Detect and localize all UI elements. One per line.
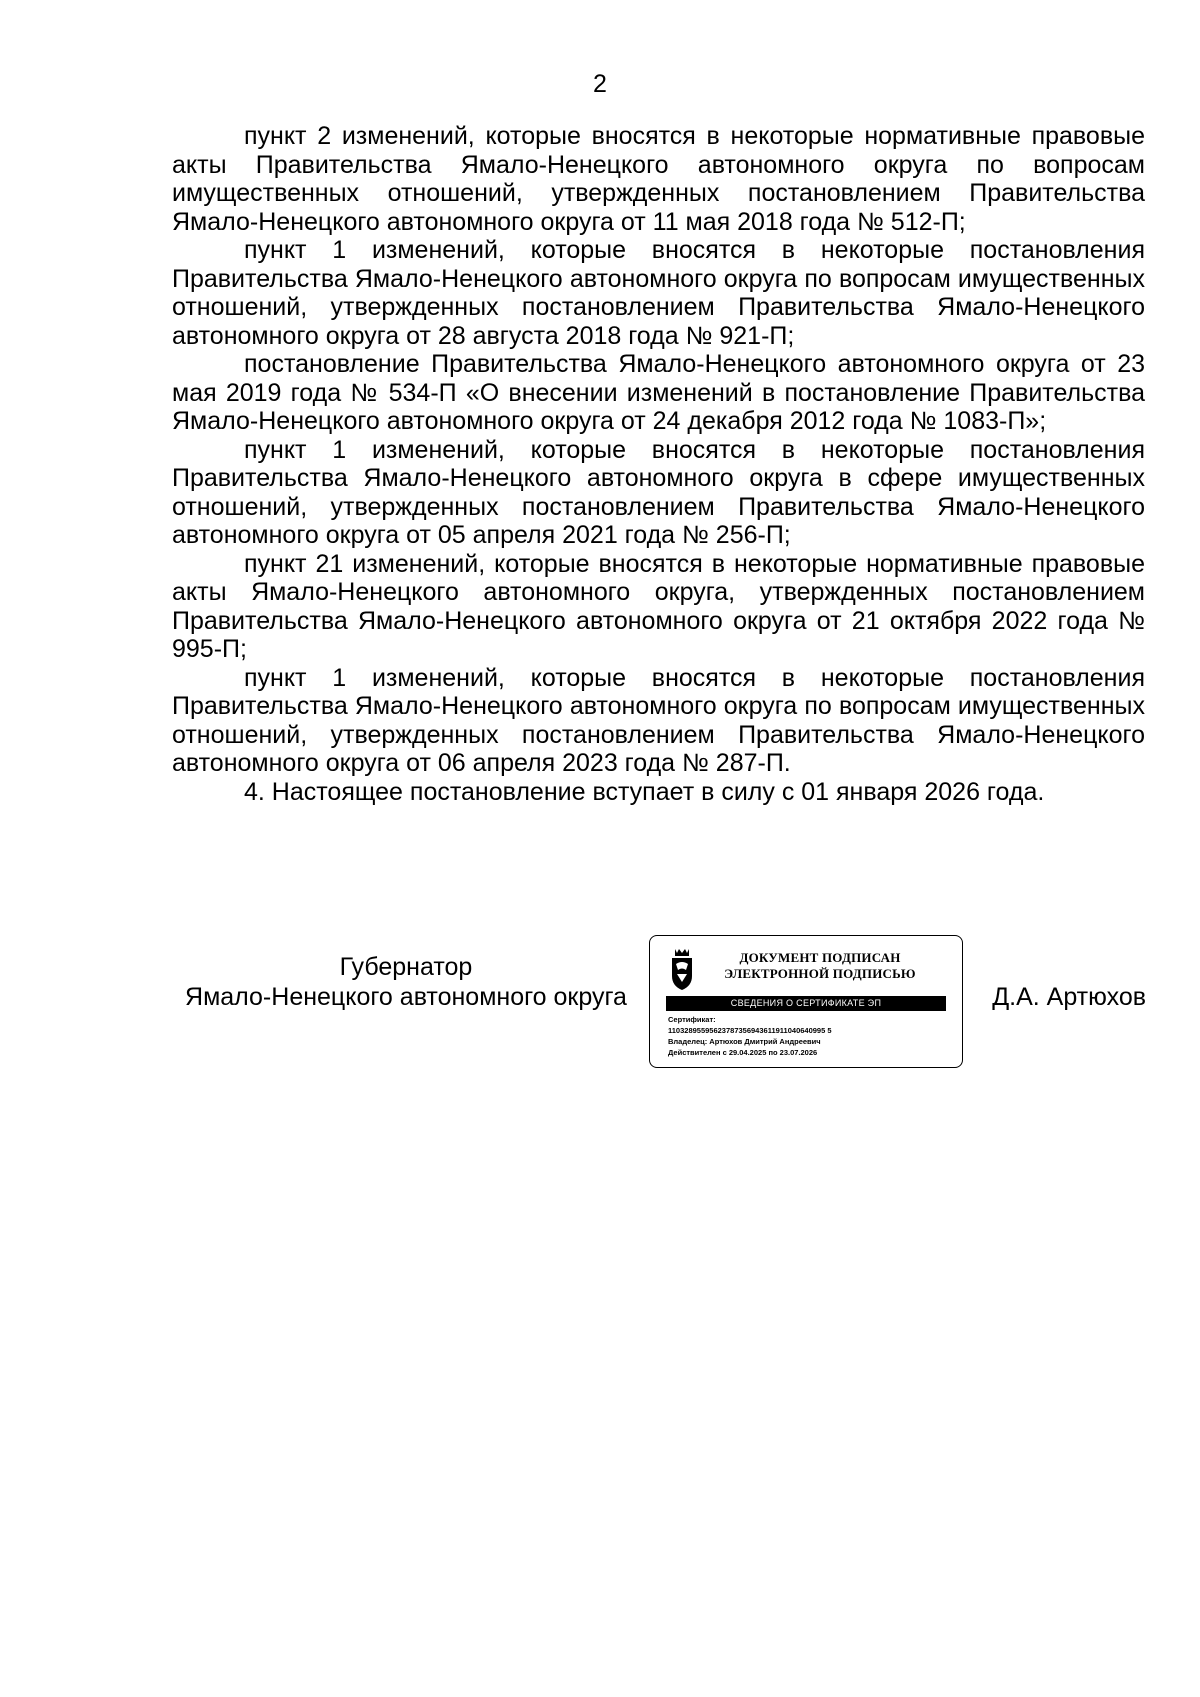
certificate-label: Сертификат: — [668, 1015, 716, 1024]
paragraph: пункт 2 изменений, которые вносятся в некоторые нормативные правовые акты Правительства Ямало-Ненецкого автономного округа по вопросам имущественных отношений, утвержденных постановлением Правительства Ямало-Ненецкого автономного округа от 11 мая 2018 года № 512-П; — [172, 122, 1145, 236]
paragraph: пункт 1 изменений, которые вносятся в некоторые постановления Правительства Ямало-Ненецкого автономного округа по вопросам имущественных отношений, утвержденных постановлением Правительства Ямало-Ненецкого автономного округа от 06 апреля 2023 года № 287-П. — [172, 663, 1145, 777]
paragraph: пункт 1 изменений, которые вносятся в некоторые постановления Правительства Ямало-Ненецкого автономного округа по вопросам имущественных отношений, утвержденных постановлением Правительства Ямало-Ненецкого автономного округа от 28 августа 2018 года № 921-П; — [172, 236, 1145, 350]
electronic-signature-stamp — [649, 935, 963, 1068]
paragraph: пункт 21 изменений, которые вносятся в некоторые нормативные правовые акты Ямало-Ненецкого автономного округа, утвержденных постановлением Правительства Ямало-Ненецкого автономного округа от 21 октября 2022 года № 995-П; — [172, 549, 1145, 663]
page-number: 2 — [593, 70, 607, 98]
stamp-heading-line: ДОКУМЕНТ ПОДПИСАН — [739, 950, 901, 965]
stamp-heading-line: ЭЛЕКТРОННОЙ ПОДПИСЬЮ — [724, 966, 916, 981]
signatory-position: Губернатор — [339, 953, 473, 981]
certificate-owner: Владелец: Артюхов Дмитрий Андреевич — [668, 1037, 821, 1046]
signatory-name: Д.А. Артюхов — [992, 983, 1146, 1011]
certificate-info-bar: СВЕДЕНИЯ О СЕРТИФИКАТЕ ЭП — [666, 996, 946, 1011]
coat-of-arms-icon — [666, 946, 698, 992]
paragraph: пункт 1 изменений, которые вносятся в некоторые постановления Правительства Ямало-Ненецкого автономного округа в сфере имущественных отношений, утвержденных постановлением Правительства Ямало-Ненецкого автономного округа от 05 апреля 2021 года № 256-П; — [172, 435, 1145, 549]
signatory-title — [172, 952, 640, 1012]
paragraph: постановление Правительства Ямало-Ненецкого автономного округа от 23 мая 2019 года № 534-П «О внесении изменений в постановление Правительства Ямало-Ненецкого автономного округа от 24 декабря 2012 года № 1083-П»; — [172, 350, 1145, 435]
certificate-details — [668, 1014, 953, 1058]
signatory-region: Ямало-Ненецкого автономного округа — [185, 983, 627, 1011]
stamp-heading — [720, 950, 920, 982]
certificate-validity: Действителен с 29.04.2025 по 23.07.2026 — [668, 1048, 818, 1057]
paragraph-effective-date: 4. Настоящее постановление вступает в силу с 01 января 2026 года. — [244, 777, 1045, 806]
document-body — [172, 122, 1145, 806]
certificate-number: 11032895595623787356943611911040640995 5 — [668, 1026, 832, 1035]
